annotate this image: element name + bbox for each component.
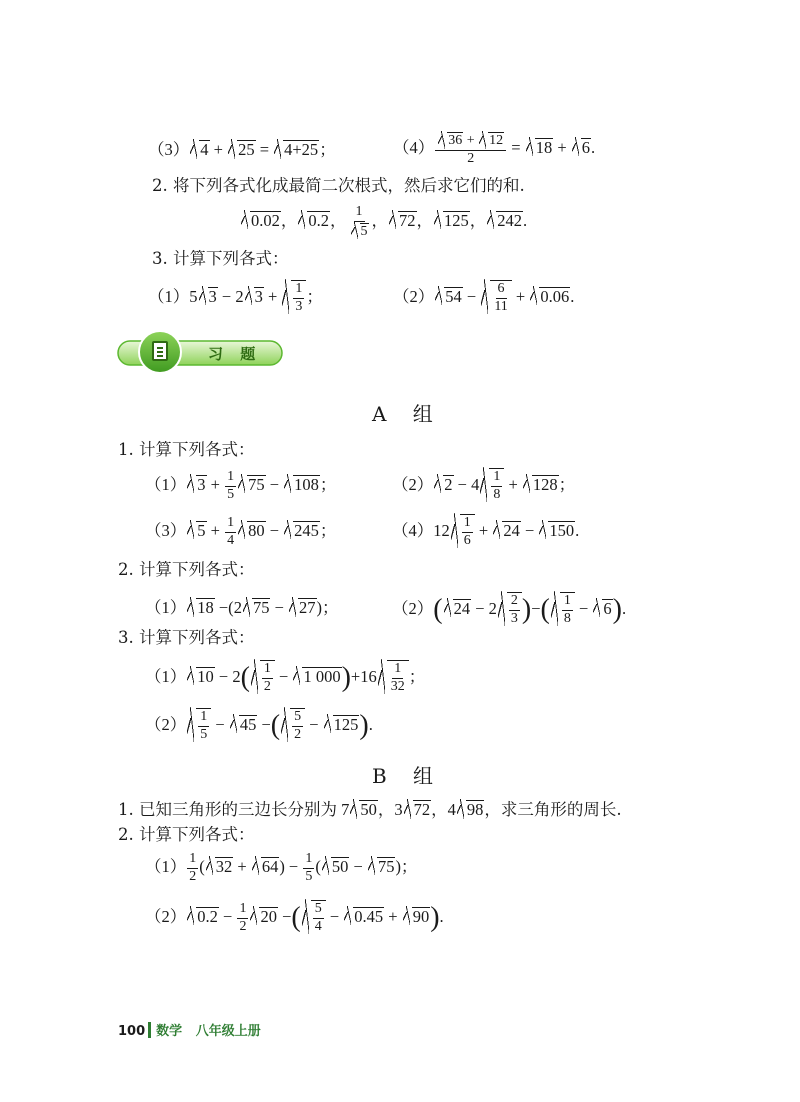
group-b-heading: B 组 (372, 764, 444, 788)
group-b-q2-part2: （2） 0.2 − $\frac{1}{2}$ 20 −( $\frac{5}{4}$ − 0.45 + 90). (145, 901, 444, 934)
group-a-q3-part1: （1） 10 − 2( $\frac{1}{2}$ − 1 000)+16 $\frac{1}{32}$ ； (145, 661, 426, 694)
group-b-q2-part1: （1） $\frac{1}{2}$ ( 32 + 64) − $\frac{1}{5}$ ( 50 − 75)； (145, 851, 418, 884)
top-q3-part1: （1）5 3 − 2 3 + $\frac{1}{3}$ ； (148, 281, 323, 314)
group-b-q2-text: 2. 计算下列各式： (118, 825, 255, 844)
group-a-q2-part1: （1） 18 −(2 75 − 27)； (145, 598, 339, 617)
group-a-q1-part4: （4）12 $\frac{1}{6}$ + 24 − 150. (392, 515, 580, 548)
group-a-q1-part1: （1） 3 + $\frac{1}{5}$ 75 − 108； (145, 469, 337, 502)
top-q1-part4: （4） $\frac{36 + 12}{2}$ = 18 + 6. (393, 133, 596, 166)
exercise-banner (116, 329, 284, 377)
footer-divider (148, 1022, 151, 1038)
top-q3-text: 3. 计算下列各式： (152, 249, 289, 268)
top-q1-part3: （3） 4 + 25 = 4+25； (148, 140, 336, 159)
group-a-q3-text: 3. 计算下列各式： (118, 628, 255, 647)
footer-book: 八年级上册 (195, 1024, 261, 1039)
group-b-q1: 1. 已知三角形的三边长分别为 7 50，3 72，4 98，求三角形的周长. (118, 800, 622, 819)
group-a-q2-text: 2. 计算下列各式： (118, 560, 255, 579)
group-a-q1-text: 1. 计算下列各式： (118, 440, 255, 459)
group-a-q3-part2: （2） $\frac{1}{5}$ − 45 −( $\frac{5}{2}$ − 125). (145, 709, 373, 742)
footer-subject: 数学 (156, 1024, 183, 1039)
page-number: 100 (118, 1024, 146, 1039)
group-a-q2-part2: （2）( 24 − 2 $\frac{2}{3}$ )−( $\frac{1}{8}$ − 6). (392, 593, 627, 626)
group-a-q1-part3: （3） 5 + $\frac{1}{4}$ 80 − 245； (145, 515, 337, 548)
banner-title: 习 题 (208, 345, 262, 363)
top-q2-expr: 0.02， 0.2， $\frac{1}{5}$ ， 72， 125， 242. (240, 205, 527, 239)
page-footer (118, 1020, 261, 1039)
notebook-icon (152, 341, 168, 361)
top-q2-text: 2. 将下列各式化成最简二次根式，然后求它们的和. (152, 176, 525, 195)
group-a-heading: A 组 (372, 402, 443, 426)
top-q3-part2: （2） 54 − $\frac{6}{11}$ + 0.06. (393, 281, 575, 314)
group-a-q1-part2: （2） 2 − 4 $\frac{1}{8}$ + 128； (392, 469, 576, 502)
